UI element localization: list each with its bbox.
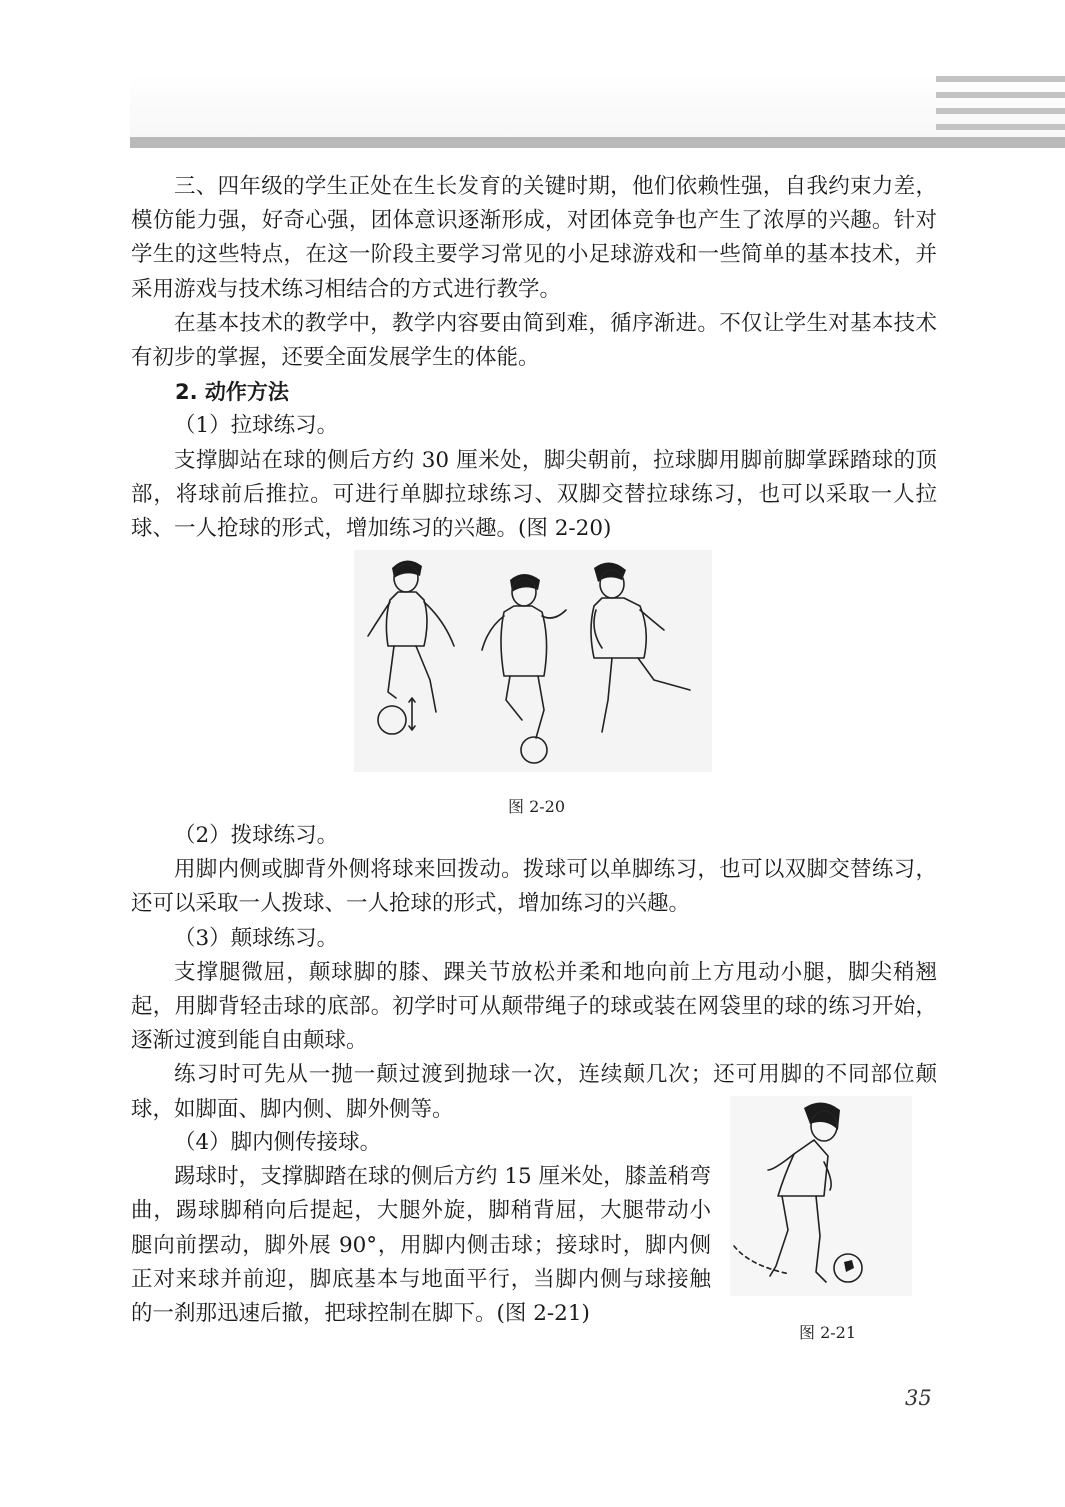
item-title-inside-pass: （4）脚内侧传接球。 (174, 1130, 382, 1155)
header-stripe (936, 124, 1065, 130)
header-band (130, 73, 1065, 137)
figure-2-21 (730, 1096, 912, 1296)
inside-pass-illustration (730, 1096, 912, 1296)
item-title-pull-ball: （1）拉球练习。 (174, 413, 339, 439)
boy-figure (368, 560, 454, 734)
text-block-bottom (131, 1126, 711, 1331)
item-title-flick-ball: （2）拨球练习。 (174, 823, 339, 848)
item-title-juggle-ball: （3）颠球练习。 (174, 925, 339, 951)
header-stripe (936, 108, 1065, 114)
paragraph-basic-skills: 在基本技术的教学中，教学内容要由简到难，循序渐进。不仅让学生对基本技术有初步的掌握，还要全面发展学生的体能。 (131, 310, 937, 371)
boy-figure (591, 562, 690, 732)
item-text-juggle-ball: 支撑腿微屈，颠球脚的膝、踝关节放松并柔和地向前上方甩动小腿，脚尖稍翘起，用脚背轻击球的底部。初学时可从颠带绳子的球或装在网袋里的球的练习开始，逐渐过渡到能自由颠球。 (131, 959, 937, 1054)
boy-figure (482, 574, 566, 763)
figure-2-20-caption: 图 2-20 (508, 797, 566, 816)
page-number: 35 (905, 1386, 932, 1410)
item-text-juggle-ball-2: 练习时可先从一抛一颠过渡到抛球一次，连续颠几次；还可用脚的不同部位颠球，如脚面、脚内侧、脚外侧等。 (131, 1062, 937, 1122)
pull-ball-illustration (354, 550, 712, 772)
figure-2-21-caption: 图 2-21 (799, 1323, 857, 1342)
header-rule (130, 137, 1065, 148)
header-stripe (936, 92, 1065, 98)
figure-2-20 (354, 550, 712, 772)
item-text-flick-ball: 用脚内侧或脚背外侧将球来回拨动。拨球可以单脚练习，也可以双脚交替练习，还可以采取一人拨球、一人抢球的形式，增加练习的兴趣。 (131, 857, 937, 917)
text-block-middle (131, 819, 937, 1127)
paragraph-intro: 三、四年级的学生正处在生长发育的关键时期，他们依赖性强，自我约束力差，模仿能力强，好奇心强，团体意识逐渐形成，对团体竞争也产生了浓厚的兴趣。针对学生的这些特点，在这一阶段主要学习常见的小足球游戏和一些简单的基本技术，并采用游戏与技术练习相结合的方式进行教学。 (131, 174, 937, 302)
item-text-inside-pass: 踢球时，支撑脚踏在球的侧后方约 15 厘米处，膝盖稍弯曲，踢球脚稍向后提起，大腿外旋，脚稍背屈，大腿带动小腿向前摆动，脚外展 90°，用脚内侧击球；接球时，脚内侧正对来球并前迎，脚底基本与地面平行，当脚内侧与球接触的一刹那迅速后撤，把球控制在脚下。(图 2-21) (131, 1164, 711, 1327)
header-stripe (936, 76, 1065, 82)
text-block-top (131, 170, 937, 546)
item-text-pull-ball: 支撑脚站在球的侧后方约 30 厘米处，脚尖朝前，拉球脚用脚前脚掌踩踏球的顶部，将球前后推拉。可进行单脚拉球练习、双脚交替拉球练习，也可以采取一人拉球、一人抢球的形式，增加练习的兴趣。(图 2-20) (131, 447, 937, 542)
section-heading: 2. 动作方法 (175, 380, 289, 405)
